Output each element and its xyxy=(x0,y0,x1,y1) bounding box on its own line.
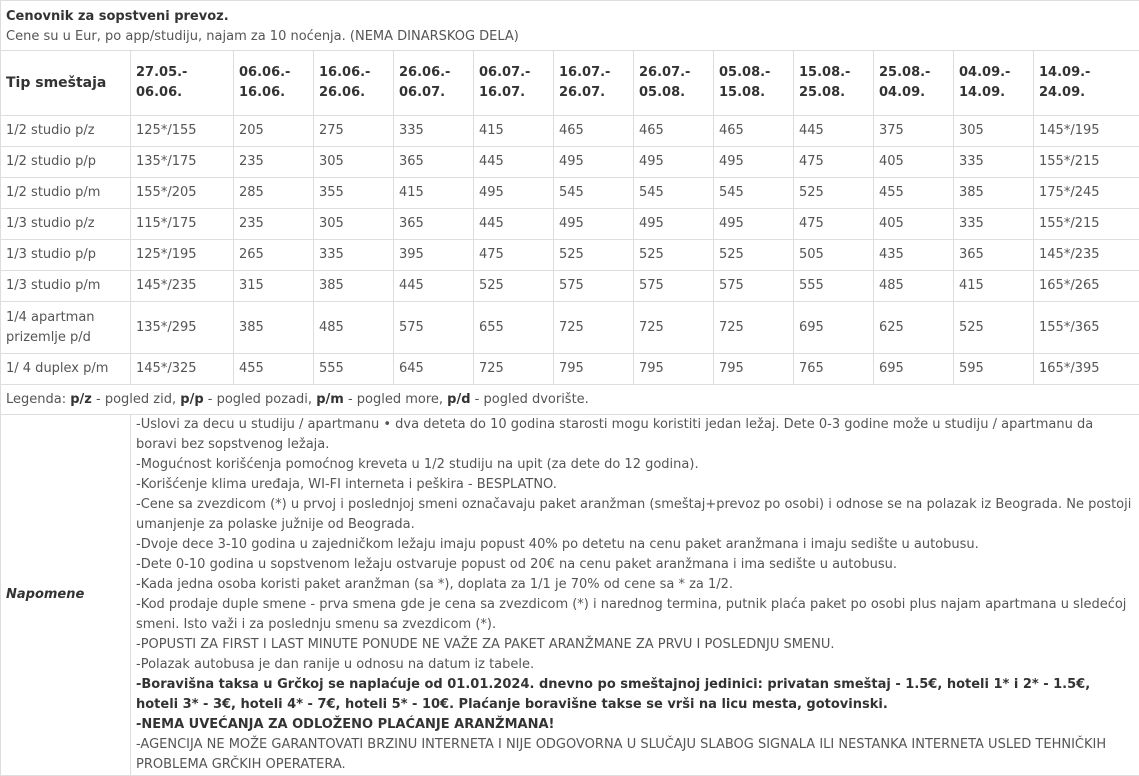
price-cell: 335 xyxy=(394,116,474,147)
price-cell: 525 xyxy=(474,271,554,302)
table-row xyxy=(1,271,1139,302)
header-period xyxy=(131,51,234,116)
caption-row xyxy=(1,1,1139,51)
legend-code: p/d xyxy=(447,391,471,407)
price-cell: 575 xyxy=(714,271,794,302)
header-row xyxy=(1,51,1139,116)
price-cell: 305 xyxy=(314,209,394,240)
price-cell: 765 xyxy=(794,354,874,385)
price-cell: 455 xyxy=(234,354,314,385)
price-cell: 265 xyxy=(234,240,314,271)
price-cell: 695 xyxy=(794,302,874,354)
price-cell: 155*/365 xyxy=(1034,302,1139,354)
caption-cell xyxy=(1,1,1139,51)
header-period-line: 15.08.- xyxy=(799,65,851,80)
header-period-line: 04.09. xyxy=(879,85,926,100)
price-cell: 505 xyxy=(794,240,874,271)
price-cell: 465 xyxy=(714,116,794,147)
note-line: -Polazak autobusa je dan ranije u odnosu na datum iz tabele. xyxy=(136,657,535,672)
header-period xyxy=(1034,51,1139,116)
note-line: -POPUSTI ZA FIRST I LAST MINUTE PONUDE NE VAŽE ZA PAKET ARANŽMANE ZA PRVU I POSLEDNJU SMENU. xyxy=(136,637,835,652)
price-cell: 575 xyxy=(394,302,474,354)
room-type-line: 1/ 4 duplex p/m xyxy=(6,361,109,376)
price-cell: 385 xyxy=(234,302,314,354)
header-period xyxy=(554,51,634,116)
price-cell: 495 xyxy=(554,209,634,240)
price-cell: 795 xyxy=(634,354,714,385)
header-period-line: 16.06.- xyxy=(319,65,371,80)
price-cell: 475 xyxy=(474,240,554,271)
price-cell: 645 xyxy=(394,354,474,385)
room-type-cell xyxy=(1,302,131,354)
header-period xyxy=(794,51,874,116)
price-cell: 165*/265 xyxy=(1034,271,1139,302)
note-line: -Boravišna taksa u Grčkoj se naplaćuje od 01.01.2024. dnevno po smeštajnoj jedinici: privatan smeštaj - 1.5€, hoteli 1* i 2* - 1.5€, hoteli 3* - 3€, hoteli 4* - 7€, hoteli 5* - 10€. Plaćanje boravišne takse se vrši na licu mesta, gotovinski. xyxy=(136,677,1091,712)
price-cell: 415 xyxy=(474,116,554,147)
price-cell: 525 xyxy=(954,302,1034,354)
price-cell: 145*/235 xyxy=(131,271,234,302)
note-line: -Uslovi za decu u studiju / apartmanu • dva deteta do 10 godina starosti mogu koristiti jedan ležaj. Dete 0-3 godine može u studiju / apartmanu da boravi bez sopstvenog ležaja. xyxy=(136,417,1094,452)
notes-content xyxy=(131,415,1139,776)
price-cell: 335 xyxy=(954,147,1034,178)
price-cell: 495 xyxy=(634,147,714,178)
price-cell: 465 xyxy=(634,116,714,147)
price-cell: 595 xyxy=(954,354,1034,385)
price-cell: 455 xyxy=(874,178,954,209)
room-type-cell xyxy=(1,178,131,209)
price-cell: 145*/235 xyxy=(1034,240,1139,271)
price-cell: 205 xyxy=(234,116,314,147)
price-cell: 165*/395 xyxy=(1034,354,1139,385)
header-period-line: 06.07. xyxy=(399,85,446,100)
price-cell: 575 xyxy=(554,271,634,302)
price-cell: 795 xyxy=(554,354,634,385)
note-line: -Cene sa zvezdicom (*) u prvoj i poslednjoj smeni označavaju paket aranžman (smeštaj+prevoz po osobi) i odnose se na polazak iz Beograda. Ne postoji umanjenje za polaske južnije od Beograda. xyxy=(136,497,1132,532)
price-cell: 465 xyxy=(554,116,634,147)
header-period-line: 26.06. xyxy=(319,85,366,100)
price-cell: 235 xyxy=(234,209,314,240)
header-period-line: 15.08. xyxy=(719,85,766,100)
price-cell: 625 xyxy=(874,302,954,354)
room-type-cell xyxy=(1,271,131,302)
price-cell: 695 xyxy=(874,354,954,385)
price-cell: 415 xyxy=(394,178,474,209)
header-period-line: 06.07.- xyxy=(479,65,531,80)
price-cell: 495 xyxy=(714,147,794,178)
price-list-subtitle: Cene su u Eur, po app/studiju, najam za 10 noćenja. (NEMA DINARSKOG DELA) xyxy=(6,29,519,44)
price-cell: 435 xyxy=(874,240,954,271)
price-cell: 525 xyxy=(554,240,634,271)
price-cell: 125*/155 xyxy=(131,116,234,147)
header-period-line: 05.08. xyxy=(639,85,686,100)
price-cell: 545 xyxy=(554,178,634,209)
price-cell: 125*/195 xyxy=(131,240,234,271)
price-cell: 725 xyxy=(714,302,794,354)
price-cell: 335 xyxy=(314,240,394,271)
price-cell: 385 xyxy=(954,178,1034,209)
price-cell: 545 xyxy=(714,178,794,209)
price-cell: 415 xyxy=(954,271,1034,302)
price-cell: 555 xyxy=(794,271,874,302)
header-period-line: 16.07. xyxy=(479,85,526,100)
price-cell: 525 xyxy=(634,240,714,271)
price-cell: 365 xyxy=(394,147,474,178)
price-cell: 305 xyxy=(314,147,394,178)
room-type-line: 1/3 studio p/z xyxy=(6,216,95,231)
table-row xyxy=(1,354,1139,385)
price-cell: 375 xyxy=(874,116,954,147)
header-period xyxy=(474,51,554,116)
header-period xyxy=(714,51,794,116)
header-period-line: 06.06.- xyxy=(239,65,291,80)
price-cell: 155*/215 xyxy=(1034,147,1139,178)
price-cell: 495 xyxy=(554,147,634,178)
price-cell: 475 xyxy=(794,147,874,178)
price-cell: 475 xyxy=(794,209,874,240)
legend-text: - pogled zid, xyxy=(96,391,177,407)
price-cell: 285 xyxy=(234,178,314,209)
price-cell: 355 xyxy=(314,178,394,209)
price-cell: 725 xyxy=(634,302,714,354)
price-cell: 315 xyxy=(234,271,314,302)
note-line: -Korišćenje klima uređaja, WI-FI interneta i peškira - BESPLATNO. xyxy=(136,477,557,492)
price-cell: 155*/215 xyxy=(1034,209,1139,240)
legend-label: Legenda: xyxy=(6,391,67,407)
price-cell: 575 xyxy=(634,271,714,302)
price-cell: 365 xyxy=(954,240,1034,271)
room-type-line: 1/2 studio p/m xyxy=(6,185,101,200)
legend-text: - pogled more, xyxy=(347,391,444,407)
legend-code: p/p xyxy=(180,391,204,407)
table-row xyxy=(1,302,1139,354)
header-period-line: 06.06. xyxy=(136,85,183,100)
room-type-line: 1/2 studio p/p xyxy=(6,154,96,169)
price-cell: 555 xyxy=(314,354,394,385)
legend-cell xyxy=(1,385,1139,415)
legend-code: p/m xyxy=(316,391,344,407)
price-cell: 445 xyxy=(474,147,554,178)
price-cell: 275 xyxy=(314,116,394,147)
price-cell: 335 xyxy=(954,209,1034,240)
price-cell: 445 xyxy=(474,209,554,240)
price-cell: 545 xyxy=(634,178,714,209)
price-cell: 365 xyxy=(394,209,474,240)
room-type-cell xyxy=(1,354,131,385)
price-cell: 405 xyxy=(874,147,954,178)
price-cell: 385 xyxy=(314,271,394,302)
note-line: -Dvoje dece 3-10 godina u zajedničkom ležaju imaju popust 40% po detetu na cenu paket aranžmana i imaju sedište u autobusu. xyxy=(136,537,979,552)
price-cell: 395 xyxy=(394,240,474,271)
header-period xyxy=(874,51,954,116)
header-period-line: 14.09.- xyxy=(1039,65,1091,80)
room-type-cell xyxy=(1,209,131,240)
header-period-line: 26.07.- xyxy=(639,65,691,80)
header-period xyxy=(234,51,314,116)
price-cell: 135*/295 xyxy=(131,302,234,354)
price-cell: 445 xyxy=(794,116,874,147)
price-cell: 495 xyxy=(634,209,714,240)
note-line: -AGENCIJA NE MOŽE GARANTOVATI BRZINU INTERNETA I NIJE ODGOVORNA U SLUČAJU SLABOG SIGNALA ILI NESTANKA INTERNETA USLED TEHNIČKIH PROBLEMA GRČKIH OPERATERA. xyxy=(136,737,1107,772)
header-period-line: 24.09. xyxy=(1039,85,1086,100)
legend-text: - pogled pozadi, xyxy=(207,391,313,407)
legend-row xyxy=(1,385,1139,415)
table-row xyxy=(1,147,1139,178)
notes-label: Napomene xyxy=(1,415,131,776)
price-cell: 725 xyxy=(474,354,554,385)
note-line: -Mogućnost korišćenja pomoćnog kreveta u 1/2 studiju na upit (za dete do 12 godina). xyxy=(136,457,699,472)
room-type-line: prizemlje p/d xyxy=(6,329,91,345)
header-period xyxy=(394,51,474,116)
price-cell: 135*/175 xyxy=(131,147,234,178)
header-period-line: 04.09.- xyxy=(959,65,1011,80)
table-row xyxy=(1,178,1139,209)
note-line: -Dete 0-10 godina u sopstvenom ležaju ostvaruje popust od 20€ na cenu paket aranžmana i ima sedište u autobusu. xyxy=(136,557,897,572)
room-type-cell xyxy=(1,116,131,147)
room-type-cell xyxy=(1,240,131,271)
room-type-line: 1/3 studio p/p xyxy=(6,247,96,262)
header-period-line: 05.08.- xyxy=(719,65,771,80)
header-period xyxy=(954,51,1034,116)
legend-text: - pogled dvorište. xyxy=(474,391,589,407)
note-line: -Kada jedna osoba koristi paket aranžman (sa *), doplata za 1/1 je 70% od cene sa * za 1/2. xyxy=(136,577,734,592)
price-cell: 305 xyxy=(954,116,1034,147)
table-row xyxy=(1,209,1139,240)
price-cell: 725 xyxy=(554,302,634,354)
room-type-line: 1/2 studio p/z xyxy=(6,123,95,138)
price-cell: 485 xyxy=(314,302,394,354)
header-period-line: 25.08.- xyxy=(879,65,931,80)
price-cell: 145*/325 xyxy=(131,354,234,385)
note-line: -NEMA UVEĆANJA ZA ODLOŽENO PLAĆANJE ARANŽMANA! xyxy=(136,717,555,732)
price-cell: 155*/205 xyxy=(131,178,234,209)
room-type-line: 1/3 studio p/m xyxy=(6,278,101,293)
price-cell: 525 xyxy=(714,240,794,271)
header-period xyxy=(634,51,714,116)
price-cell: 115*/175 xyxy=(131,209,234,240)
header-period-line: 26.07. xyxy=(559,85,606,100)
legend-code: p/z xyxy=(70,391,92,407)
price-cell: 445 xyxy=(394,271,474,302)
header-period-line: 25.08. xyxy=(799,85,846,100)
header-period-line: 16.07.- xyxy=(559,65,611,80)
note-line: -Kod prodaje duple smene - prva smena gde je cena sa zvezdicom (*) i narednog termina, putnik plaća paket po osobi plus najam apartmana u sledećoj smeni. Isto važi i za poslednju smenu sa zvezdicom (*). xyxy=(136,597,1127,632)
table-row xyxy=(1,240,1139,271)
table-row xyxy=(1,116,1139,147)
price-cell: 235 xyxy=(234,147,314,178)
header-period-line: 16.06. xyxy=(239,85,286,100)
header-period-line: 14.09. xyxy=(959,85,1006,100)
header-period-line: 26.06.- xyxy=(399,65,451,80)
price-cell: 495 xyxy=(714,209,794,240)
price-cell: 525 xyxy=(794,178,874,209)
notes-row xyxy=(1,415,1139,776)
header-period xyxy=(314,51,394,116)
price-cell: 405 xyxy=(874,209,954,240)
header-type-label: Tip smeštaja xyxy=(1,51,131,116)
header-period-line: 27.05.- xyxy=(136,65,188,80)
room-type-cell xyxy=(1,147,131,178)
price-list-title: Cenovnik za sopstveni prevoz. xyxy=(6,9,229,24)
price-cell: 655 xyxy=(474,302,554,354)
price-cell: 145*/195 xyxy=(1034,116,1139,147)
room-type-line: 1/4 apartman xyxy=(6,309,95,325)
price-cell: 795 xyxy=(714,354,794,385)
price-cell: 485 xyxy=(874,271,954,302)
price-cell: 175*/245 xyxy=(1034,178,1139,209)
price-cell: 495 xyxy=(474,178,554,209)
